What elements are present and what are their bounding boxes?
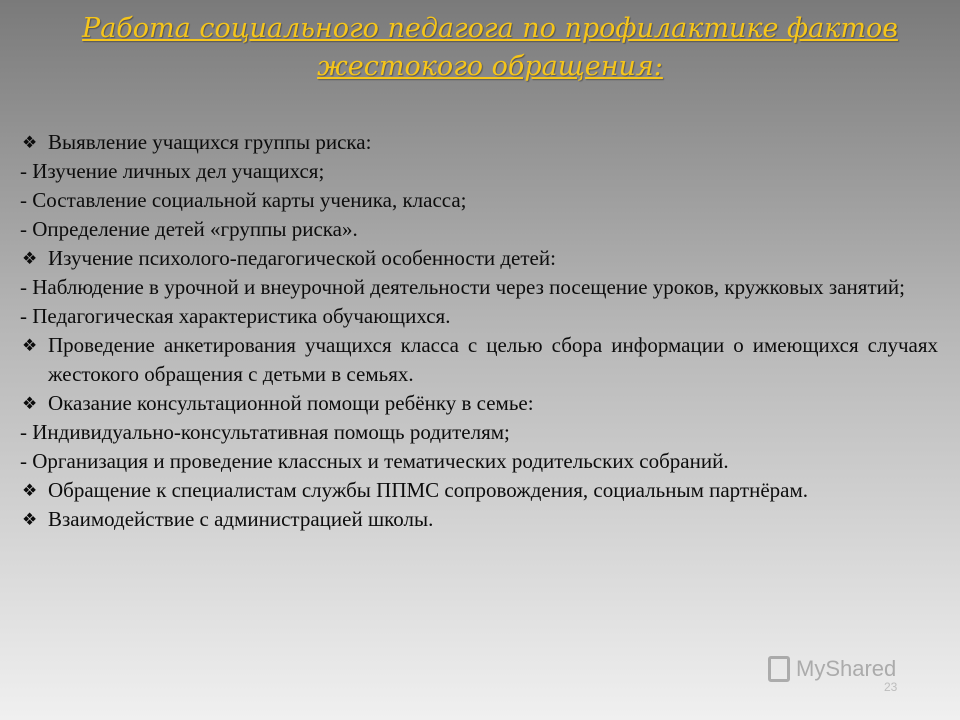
diamond-bullet-icon: ❖ <box>22 510 38 529</box>
list-item: - Педагогическая характеристика обучающихся. <box>20 304 451 328</box>
list-item <box>20 389 938 418</box>
presentation-icon <box>768 656 790 682</box>
diamond-bullet-icon: ❖ <box>22 481 38 500</box>
list-item-text: Обращение к специалистам службы ППМС сопровождения, социальным партнёрам. <box>48 478 808 502</box>
list-item-text: Взаимодействие с администрацией школы. <box>48 507 434 531</box>
slide-content <box>20 128 938 534</box>
list-item: - Определение детей «группы риска». <box>20 217 358 241</box>
list-item-text: Изучение психолого-педагогической особенности детей: <box>48 246 556 270</box>
list-item-text: Оказание консультационной помощи ребёнку в семье: <box>48 391 534 415</box>
page-number: 23 <box>884 680 898 694</box>
diamond-bullet-icon: ❖ <box>22 249 38 268</box>
list-item: - Организация и проведение классных и тематических родительских собраний. <box>20 449 729 473</box>
list-item <box>20 476 938 505</box>
diamond-bullet-icon: ❖ <box>22 336 38 355</box>
list-item-text: Проведение анкетирования учащихся класса с целью сбора информации о имеющихся случаях жестокого обращения с детьми в семьях. <box>48 333 938 386</box>
watermark-logo <box>768 656 896 682</box>
list-item-text: Выявление учащихся группы риска: <box>48 130 372 154</box>
list-item <box>20 128 938 157</box>
list-item <box>20 331 938 389</box>
list-item: - Составление социальной карты ученика, класса; <box>20 188 467 212</box>
list-item: - Наблюдение в урочной и внеурочной деятельности через посещение уроков, кружковых занятий; <box>20 275 905 299</box>
diamond-bullet-icon: ❖ <box>22 394 38 413</box>
diamond-bullet-icon: ❖ <box>22 133 38 152</box>
list-item <box>20 244 938 273</box>
list-item <box>20 505 938 534</box>
watermark-text: MyShared <box>796 656 897 681</box>
list-item: - Индивидуально-консультативная помощь родителям; <box>20 420 510 444</box>
slide-title: Работа социального педагога по профилактике фактов жестокого обращения: <box>82 13 898 82</box>
list-item: - Изучение личных дел учащихся; <box>20 159 325 183</box>
